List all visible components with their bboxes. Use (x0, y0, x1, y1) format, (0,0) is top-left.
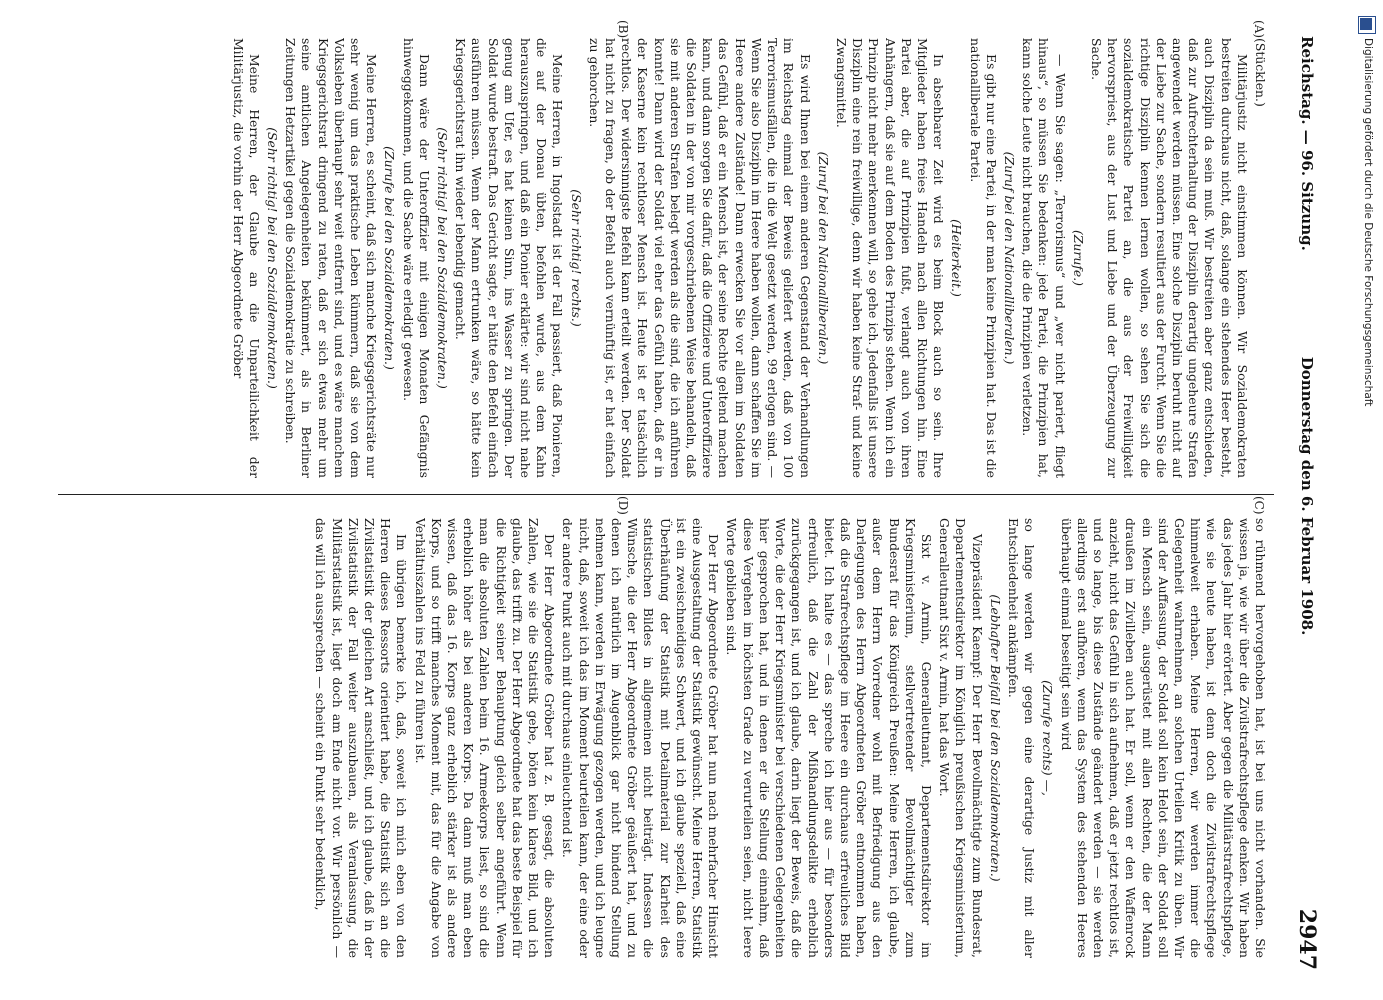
credit-text: Digitalisierung gefördert durch die Deutsche Forschungsgemeinschaft (1362, 38, 1374, 407)
paragraph: Der Herr Abgeordnete Gröber hat nun nach mehrfacher Hinsicht eine Ausgestaltung der Statistik gewünscht. Meine Herren, Statistik ist ein zweischneidiges Schwert, und ich glaube speziell, daß eine Überhäufung der Statistik mit Detailmaterial zur Klarheit des statistischen Bildes in allgemeinen nicht beiträgt. Indessen die Wünsche, die der Herr Abgeordnete Gröber geäußert hat, und zu denen ich natürlich im Augenblick gar nicht bindend Stellung nehmen kann, werden in Erwägung gezogen werden, und ich leugne nicht, daß, soweit ich das im Moment beurteilen kann, der eine oder der andere Punkt auch mit durchaus einleuchtend ist. (560, 518, 722, 958)
paragraph: — Wenn Sie sagen: „Terrorismus“ und „wer nicht pariert, fliegt hinaus“, so müssen Sie bedenken: jede Partei, die Prinzipien hat, kann solche Leute nicht brauchen, die die Prinzipien verletzen. (1020, 38, 1068, 478)
left-column (58, 38, 1268, 478)
interjection: (Heiterkeit.) (949, 219, 965, 297)
paragraph: Der Herr Abgeordnete Gröber hat z. B. gesagt, die absoluten Zahlen, wie sie die Statistik gebe, böten kein klares Bild, und ich glaube, das trifft zu. Der Herr Abgeordnete hat das beste Beispiel für die Richtigkeit seiner Behauptung gleich selber angeführt. Wenn man die absoluten Zahlen beim 16. Armeekorps liest, so sind die erheblich höher als bei anderen Korps. Da dann muß man eben wissen, daß das 16. Korps ganz erheblich stärker ist als andere Korps, und so trifft manches Moment mit, das für die Angabe von Verhältniszahlen ins Feld zu führen ist. (412, 518, 558, 958)
paragraph: Vizepräsident Kaempf: Der Herr Bevollmächtigte zum Bundesrat, Departementsdirektor im Königlich preußischen Kriegsministerium, Generalleutnant Sixt v. Armin, hat das Wort. (937, 518, 985, 958)
margin-letter-d: (D) (616, 496, 630, 515)
interjection: (Sehr richtig! bei den Sozialdemokraten.) (435, 127, 451, 389)
interjection: (Zurufe bei den Sozialdemokraten.) (382, 146, 398, 370)
margin-letter-c: (C) (1252, 496, 1266, 515)
header-left: Reichstag. — 96. Sitzung. (1298, 36, 1316, 251)
dfg-logo-mark (1360, 18, 1372, 30)
paragraph: Dann wäre der Unteroffizier mit einigen Monaten Gefängnis hinweggekommen, und die Sache wäre erledigt gewesen. (400, 38, 432, 478)
interjection: (Zuruf bei den Nationalliberalen.) (1001, 151, 1017, 365)
page-number: 2947 (1294, 908, 1320, 970)
paragraph: Im übrigen bemerke ich, daß, soweit ich mich eben von den Herren dieses Ressorts orientiert habe, die Statistik sich an die Zivilstatistik der gleichen Art anschließt, und ich glaube, daß in der Zivilstatistik der Fall weiter auszubauen, als Veranlassung, die Militärstatistik ist, liegt doch am Ende nicht vor. Wir persönlich — das will ich aussprechen — scheint ein Punkt sehr bedenklich, (313, 518, 410, 958)
page-header (1274, 16, 1330, 976)
column-divider (58, 494, 1274, 495)
interjection: (Zurufe rechts) —, (1040, 680, 1056, 796)
header-date: Donnerstag den 6. Februar 1908. (1298, 356, 1316, 636)
interjection: (Sehr richtig! bei den Sozialdemokraten.) (265, 127, 281, 389)
interjection: (Zuruf bei den Nationalliberalen.) (815, 151, 831, 365)
paragraph: Meine Herren, in Ingolstadt ist der Fall passiert, daß Pionieren, die auf der Donau übten, befohlen wurde, aus dem Kahn herauszuspringen, und daß ein Pionier erklärte: wir sind nicht nahe genug am Ufer, es hat keinen Sinn, ins Wasser zu springen. Der Soldat wurde bestraft. Das Gericht sagte, er hätte den Befehl einfach ausführen müssen. Wenn der Mann ertrunken wäre, so hätte kein Kriegsgerichtsrat ihn wieder lebendig gemacht. (453, 38, 566, 478)
paragraph: Sixt v. Armin, Generalleutnant, Departementsdirektor im Kriegsministerium, stellvertretender Bevollmächtigter zum Bundesrat für das Königreich Preußen: Meine Herren, ich glaube, außer dem Herrn Vorredner wohl mit Befriedigung aus den Darlegungen des Herrn Abgeordneten Gröber entnommen haben, daß die Strafrechtspflege im Heere ein durchaus erfreuliches Bild bietet. Ich halte es — das spreche ich hier aus — für besonders erfreulich, daß die Zahl der Mißhandlungsdelikte erheblich zurückgegangen ist, und ich glaube, darin liegt der Beweis, daß die Worte, die der Herr Kriegsminister bei verschiedenen Gelegenheiten hier gesprochen hat, und in denen er die Stellung einnahm, daß diese Vergehen im höchsten Grade zu verurteilen seien, nicht leere Worte geblieben sind. (724, 518, 934, 958)
paragraph: so lange werden wir gegen eine derartige Justiz mit aller Entschiedenheit ankämpfen. (1005, 518, 1038, 958)
margin-letter-b: (B) (616, 20, 630, 39)
paragraph: Meine Herren, der Glaube an die Unparteilichkeit der Militärjustiz, die vorhin der Herr Abgeordnete Gröber (230, 38, 262, 478)
right-column (58, 518, 1268, 958)
interjection: (Zurufe.) (1070, 229, 1086, 287)
paragraph: Es gibt nur eine Partei, in der man keine Prinzipien hat. Das ist die nationalliberale Partei. (967, 38, 999, 478)
speaker-tag: (Stücklen.) (1253, 38, 1268, 107)
paragraph: Meine Herren, es scheint, daß sich manche Kriegsgerichtsräte nur sehr wenig um das praktische Leben kümmern, daß sie von dem Volksleben überhaupt sehr weit entfernt sind, und es wäre manchem Kriegsgerichtsrat dringend zu raten, daß er sich etwas mehr um seine amtlichen Angelegenheiten bekümmert, als in Berliner Zeitungen Hetzartikel gegen die Sozialdemokratie zu schreiben. (283, 38, 380, 478)
scanned-page (50, 16, 1330, 976)
dfg-logo (1358, 16, 1376, 34)
interjection: (Lebhafter Beifall bei den Sozialdemokraten.) (987, 594, 1003, 882)
paragraph: Militärjustiz nicht einstimmen können. Wir Sozialdemokraten bestreiten durchaus nicht, daß, solange ein stehendes Heer besteht, auch Disziplin da sein muß. Wir bestreiten aber ganz entschieden, daß zur Aufrechterhaltung der Disziplin derartig ungeheure Strafen angewendet werden müssen. Eine solche Disziplin beruht nicht auf der Liebe zur Sache, sondern resultiert aus der Furcht. Wenn Sie die richtige Disziplin kennen lernen wollen, so sehen Sie sich die sozialdemokratische Partei an, die aus der Freiwilligkeit hervorspriest, aus der Lust und Liebe und der Überzeugung zur Sache. (1088, 38, 1250, 478)
digitization-credit (1352, 12, 1382, 988)
paragraph: so rühmend hervorgehoben hat, ist bei uns nicht vorhanden. Sie wissen ja, wie wir über die Zivilstrafrechtspflege denken. Wir haben das jedes Jahr hier erörtert. Aber gegen die Militärstrafrechtspflege, wie sie heute haben, ist denn doch die Zivilstrafrechtspflege himmelweit erhaben. Meine Herren, wir werden immer die Gelegenheit wahrnehmen, an solchen Urteilen Kritik zu üben. Wir sind der Auffassung, der Soldat soll kein Helot sein, der Soldat soll ein Mensch sein, ausgerüstet mit allen Rechten, die der Mann draußen im Zivilleben auch hat. Er soll, wenn er den Waffenrock anzieht, nicht das Gefühl in sich aufnehmen, daß er jetzt rechtlos ist, und so lange, bis diese Zustände geändert werden — sie werden allerdings erst aufhören, wenn das System des stehenden Heeres überhaupt einmal beseitigt sein wird (1058, 518, 1268, 958)
margin-letter-a: (A) (1252, 20, 1266, 39)
interjection: (Sehr richtig! rechts.) (568, 189, 584, 327)
paragraph: Es wird Ihnen bei einem anderen Gegenstand der Verhandlungen im Reichstag einmal der Beweis geliefert werden, daß von 100 Terrorismusfällen, die in die Welt gesetzt werden, 99 erlogen sind. — Wenn Sie also Disziplin im Heere haben wollen, dann schaffen Sie im Heere andere Zustände! Dann erwecken Sie vor allem im Soldaten das Gefühl, daß er ein Mensch ist, der seine Rechte geltend machen kann, und dann sorgen Sie dafür, daß die Offiziere und Unteroffiziere die Soldaten in der von mir vorgeschriebenen Weise behandeln, daß sie mit anderen Strafen belegt werden als die sind, die ich anführen konnte! Dann wird der Soldat viel eher das Gefühl haben, daß er in der Kaserne kein rechtloser Mensch ist. Heute ist er tatsächlich rechtlos. Der widersinnigste Befehl kann erteilt werden. Der Soldat hat nicht zu fragen, ob der Befehl auch vernünftig ist, er hat einfach zu gehorchen. (586, 38, 813, 478)
paragraph: In absehbarer Zeit wird es beim Block auch so sein. Ihre Mitglieder haben freies Handeln nach allen Richtungen hin. Eine Partei aber, die auf Prinzipien fußt, verlangt auch von ihren Anhängern, daß sie auf dem Boden des Prinzips stehen. Wenn ich ein Prinzip nicht mehr anerkennen will, so gehe ich. Jedenfalls ist unsere Disziplin eine rein freiwillige, denn wir haben keine Straf- und keine Zwangsmittel. (833, 38, 947, 478)
